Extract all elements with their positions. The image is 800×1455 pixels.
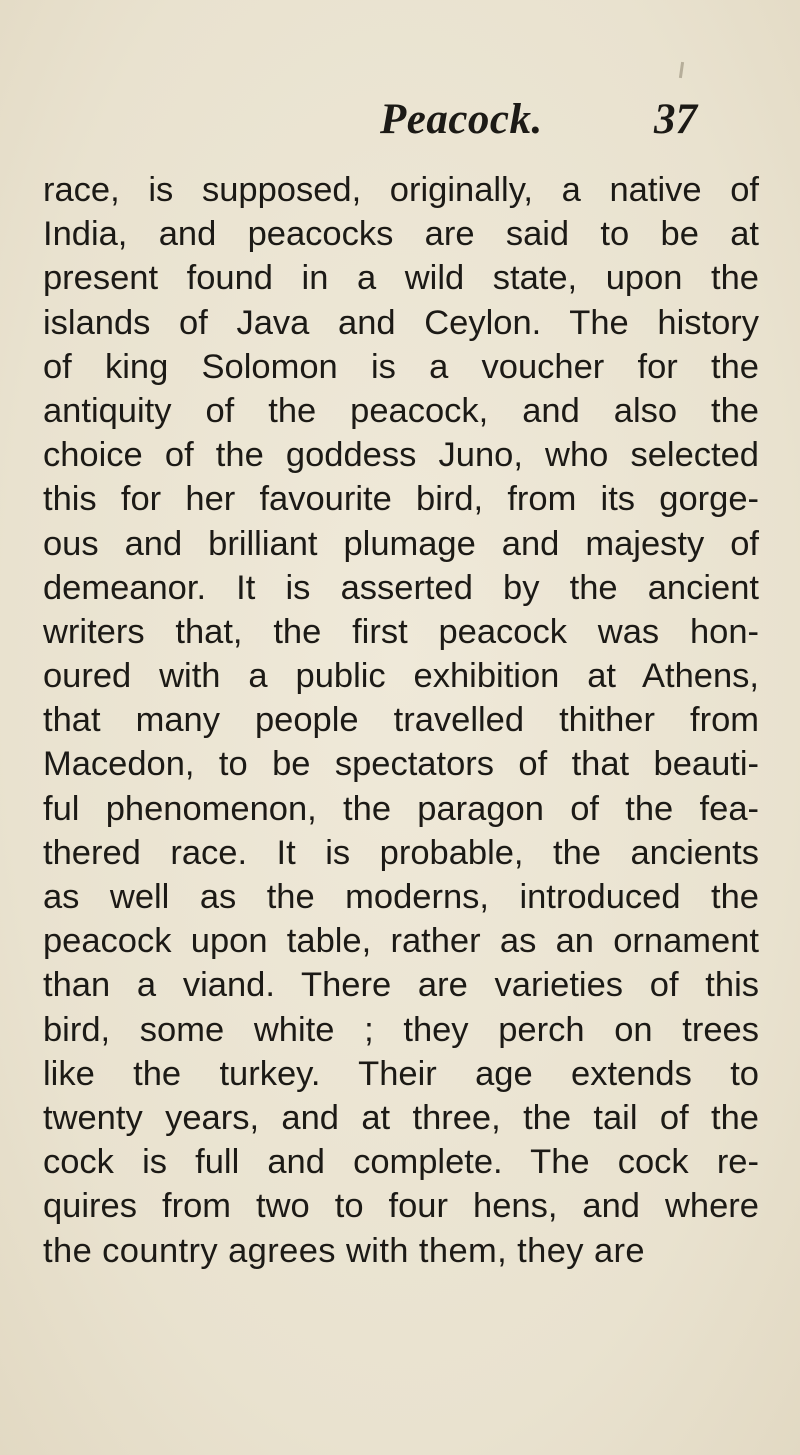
- text-line: as well as the moderns, introduced the: [43, 878, 759, 916]
- text-line: race, is supposed, originally, a native of: [43, 171, 759, 209]
- text-line: antiquity of the peacock, and also the: [43, 391, 759, 430]
- text-line: oured with a public exhibition at Athens,: [43, 657, 759, 696]
- body-text: [43, 168, 759, 1273]
- text-line: twenty years, and at three, the tail of the: [43, 1098, 759, 1137]
- text-line: that many people travelled thither from: [43, 701, 759, 740]
- text-line: like the turkey. Their age extends to: [43, 1054, 759, 1093]
- text-line: thered race. It is probable, the ancients: [43, 833, 759, 872]
- text-line: islands of Java and Ceylon. The history: [43, 303, 759, 342]
- text-line: Macedon, to be spectators of that beauti-: [43, 745, 759, 784]
- text-line: the country agrees with them, they are: [43, 1231, 646, 1270]
- text-line: this for her favourite bird, from its gorge-: [43, 480, 759, 519]
- running-head: [0, 94, 800, 154]
- text-line: demeanor. It is asserted by the ancient: [43, 568, 759, 607]
- running-title: Peacock.: [380, 96, 543, 143]
- text-line: of king Solomon is a voucher for the: [43, 347, 759, 386]
- text-line: peacock upon table, rather as an ornament: [43, 922, 759, 961]
- text-line: ous and brilliant plumage and majesty of: [43, 524, 759, 563]
- text-line: quires from two to four hens, and where: [43, 1187, 759, 1226]
- text-line: cock is full and complete. The cock re-: [43, 1143, 759, 1182]
- text-line: present found in a wild state, upon the: [43, 259, 759, 298]
- text-line: writers that, the first peacock was hon-: [43, 612, 759, 651]
- ink-speck: [679, 62, 684, 78]
- text-line: ful phenomenon, the paragon of the fea-: [43, 789, 759, 828]
- page-number: 37: [654, 96, 697, 143]
- text-line: bird, some white ; they perch on trees: [43, 1010, 759, 1049]
- text-line: choice of the goddess Juno, who selected: [43, 436, 759, 475]
- text-line: India, and peacocks are said to be at: [43, 215, 759, 254]
- text-line: than a viand. There are varieties of this: [43, 966, 759, 1005]
